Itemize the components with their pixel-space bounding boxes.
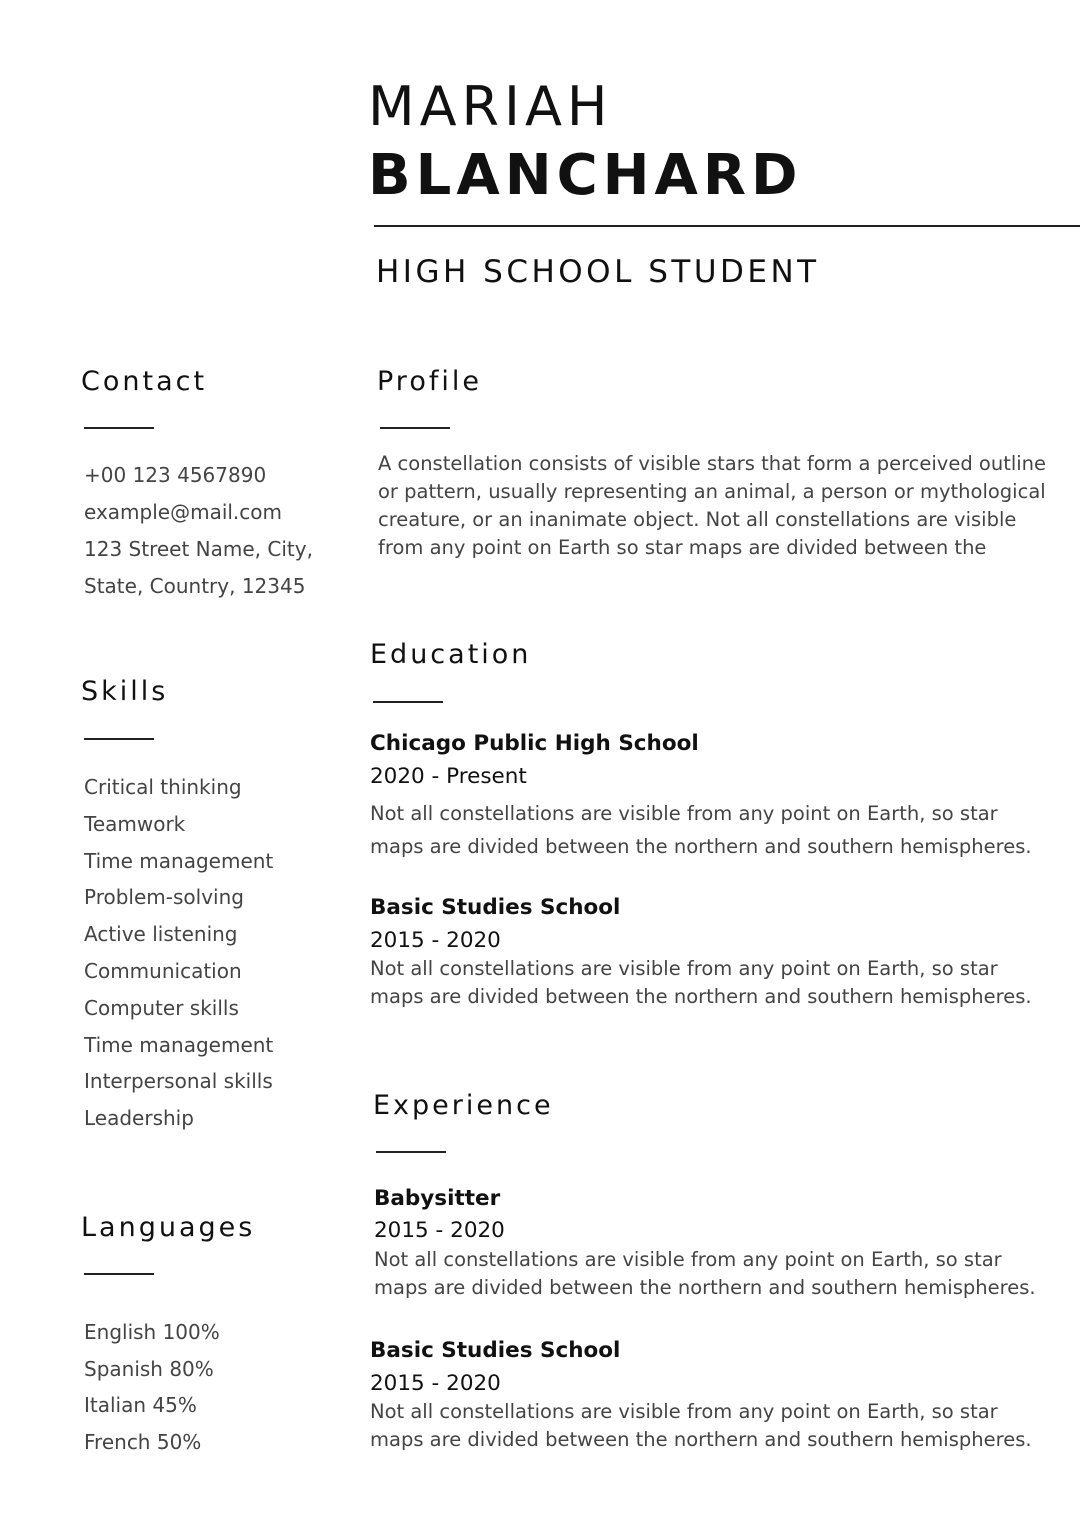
skill-item: Interpersonal skills	[84, 1069, 273, 1094]
contact-list	[84, 457, 313, 605]
education-description-line: Not all constellations are visible from any point on Earth, so star	[370, 957, 998, 980]
contact-phone: +00 123 4567890	[84, 463, 267, 487]
profile-line: creature, or an inanimate object. Not all constellations are visible	[378, 508, 1017, 531]
skill-item: Communication	[84, 958, 242, 983]
experience-description-line: Not all constellations are visible from any point on Earth, so star	[370, 1400, 998, 1423]
languages-underline	[84, 1273, 154, 1275]
skill-item: Time management	[84, 848, 274, 873]
profile-line: or pattern, usually representing an animal, a person or mythological	[378, 480, 1046, 503]
education-description-line: Not all constellations are visible from any point on Earth, so star	[370, 802, 998, 825]
header-divider	[374, 225, 1080, 227]
skill-item: Critical thinking	[84, 775, 242, 799]
education-dates: 2020 - Present	[370, 764, 527, 789]
experience-description	[370, 1398, 1032, 1454]
experience-dates: 2015 - 2020	[370, 1371, 501, 1396]
experience-role: Babysitter	[374, 1186, 501, 1211]
profile-line: from any point on Earth so star maps are divided between the	[378, 536, 987, 559]
job-title: HIGH SCHOOL STUDENT	[376, 254, 820, 290]
skills-heading: Skills	[81, 676, 169, 707]
language-item: Spanish 80%	[84, 1356, 214, 1381]
profile-text	[378, 450, 1046, 562]
first-name: MARIAH	[368, 75, 613, 138]
skill-item: Leadership	[84, 1106, 194, 1131]
experience-underline	[376, 1151, 446, 1153]
experience-heading: Experience	[373, 1090, 554, 1121]
profile-underline	[380, 427, 450, 429]
skill-item: Problem-solving	[84, 885, 244, 910]
contact-address-line1: 123 Street Name, City,	[84, 537, 313, 561]
contact-underline	[84, 427, 154, 429]
education-description-line: maps are divided between the northern and southern hemispheres.	[370, 835, 1032, 858]
education-heading: Education	[370, 639, 532, 670]
education-underline	[373, 701, 443, 703]
education-description	[370, 955, 1032, 1011]
experience-description-line: maps are divided between the northern and southern hemispheres.	[374, 1276, 1036, 1299]
education-dates: 2015 - 2020	[370, 928, 501, 953]
experience-role: Basic Studies School	[370, 1338, 621, 1363]
education-description	[370, 797, 1032, 863]
skill-item: Active listening	[84, 922, 238, 947]
experience-dates: 2015 - 2020	[374, 1218, 505, 1243]
skill-item: Teamwork	[84, 811, 186, 836]
profile-heading: Profile	[377, 366, 482, 397]
contact-heading: Contact	[81, 366, 208, 397]
contact-email: example@mail.com	[84, 500, 283, 524]
experience-description	[374, 1246, 1036, 1302]
education-school: Basic Studies School	[370, 895, 621, 920]
experience-description-line: maps are divided between the northern and southern hemispheres.	[370, 1428, 1032, 1451]
language-item: Italian 45%	[84, 1393, 197, 1418]
education-description-line: maps are divided between the northern and southern hemispheres.	[370, 985, 1032, 1008]
skills-underline	[84, 738, 154, 740]
language-item: French 50%	[84, 1429, 202, 1454]
languages-heading: Languages	[81, 1212, 256, 1243]
skill-item: Computer skills	[84, 995, 239, 1020]
education-school: Chicago Public High School	[370, 731, 699, 756]
skill-item: Time management	[84, 1032, 274, 1057]
skills-list	[84, 769, 273, 1137]
language-item: English 100%	[84, 1320, 220, 1344]
contact-address-line2: State, Country, 12345	[84, 574, 306, 598]
last-name: BLANCHARD	[368, 143, 803, 208]
experience-description-line: Not all constellations are visible from any point on Earth, so star	[374, 1248, 1002, 1271]
profile-line: A constellation consists of visible stars that form a perceived outline	[378, 452, 1047, 475]
languages-list	[84, 1314, 220, 1460]
